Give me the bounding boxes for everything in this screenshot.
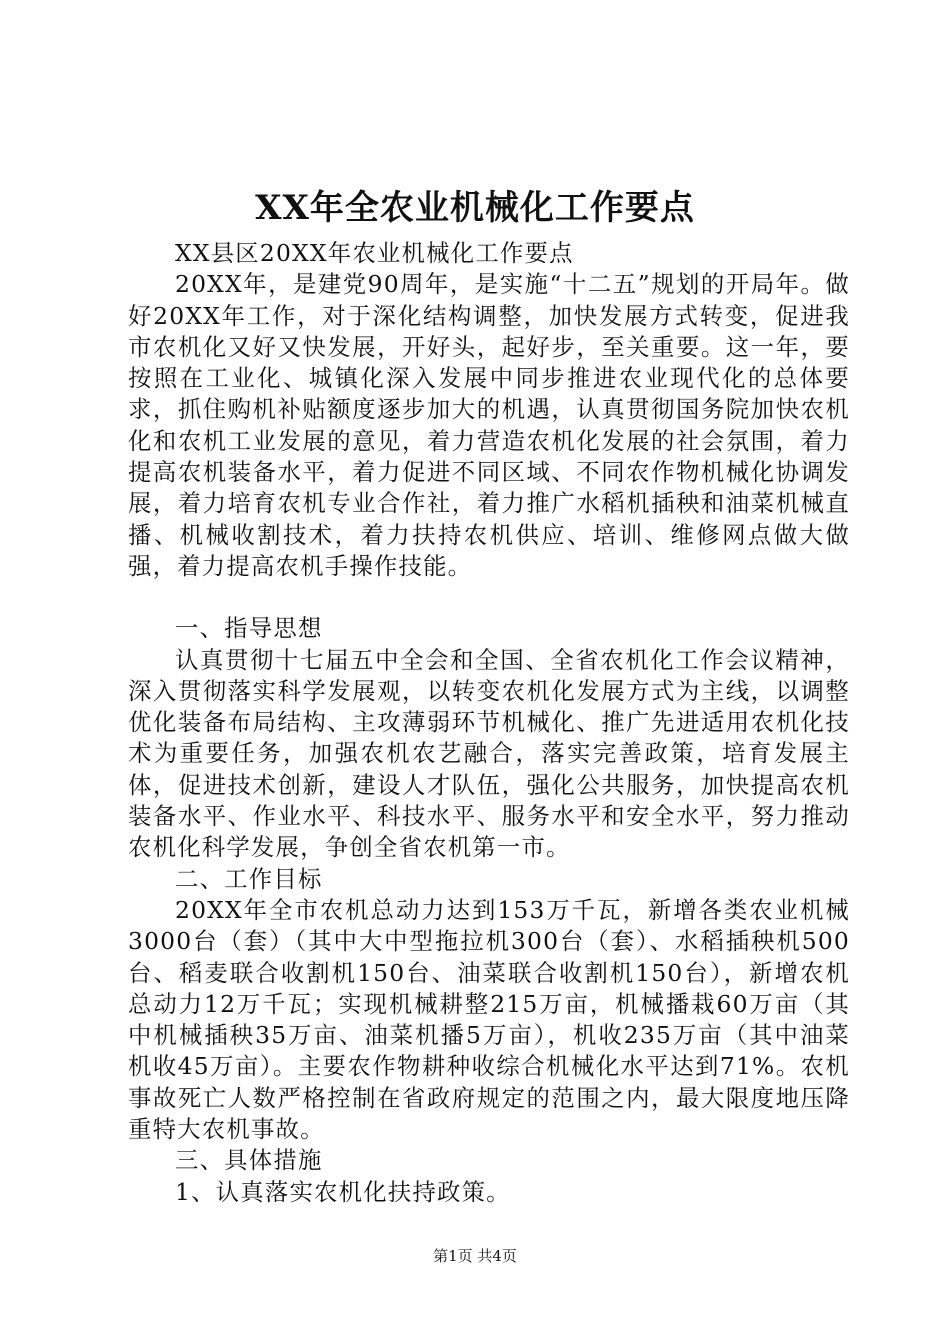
section-heading-work-goals: 二、工作目标	[175, 864, 323, 893]
section-heading-specific-measures: 三、具体措施	[175, 1146, 323, 1175]
page-number-footer: 第1页 共4页	[433, 1247, 517, 1265]
document-subtitle: XX县区20XX年农业机械化工作要点	[175, 239, 574, 267]
section-paragraph-work-goals: 20XX年全市农机总动力达到153万千瓦，新增各类农业机械3000台（套）（其中大中型拖拉机300台（套）、水稻插秧机500台、稻麦联合收割机150台、油菜联合收割机150台），新增农机总动力12万千瓦；实现机械耕整215万亩，机械播栽60万亩（其中机械插秧35万亩、油菜机播5万亩），机收235万亩（其中油菜机收45万亩）。主要农作物耕种收综合机械化水平达到71%。农机事故死亡人数严格控制在省政府规定的范围之内，最大限度地压降重特大农机事故。	[128, 895, 850, 1144]
document-title: XX年全农业机械化工作要点	[255, 188, 695, 228]
paragraph-spacer	[128, 582, 850, 613]
section-paragraph-guiding-ideology: 认真贯彻十七届五中全会和全国、全省农机化工作会议精神，深入贯彻落实科学发展观，以转变农机化发展方式为主线，以调整优化装备布局结构、主攻薄弱环节机械化、推广先进适用农机化技术为重要任务，加强农机农艺融合，落实完善政策，培育发展主体，促进技术创新，建设人才队伍，强化公共服务，加快提高农机装备水平、作业水平、科技水平、服务水平和安全水平，努力推动农机化科学发展，争创全省农机第一市。	[128, 645, 850, 862]
intro-paragraph: 20XX年，是建党90周年，是实施“十二五”规划的开局年。做好20XX年工作，对于深化结构调整，加快发展方式转变，促进我市农机化又好又快发展，开好头，起好步，至关重要。这一年，要按照在工业化、城镇化深入发展中同步推进农业现代化的总体要求，抓住购机补贴额度逐步加大的机遇，认真贯彻国务院加快农机化和农机工业发展的意见，着力营造农机化发展的社会氛围，着力提高农机装备水平，着力促进不同区域、不同农作物机械化协调发展，着力培育农机专业合作社，着力推广水稻机插秧和油菜机械直播、机械收割技术，着力扶持农机供应、培训、维修网点做大做强，着力提高农机手操作技能。	[128, 270, 850, 580]
measure-item-1: 1、认真落实农机化扶持政策。	[175, 1177, 511, 1206]
section-heading-guiding-ideology: 一、指导思想	[175, 614, 323, 643]
document-body	[128, 238, 850, 1208]
